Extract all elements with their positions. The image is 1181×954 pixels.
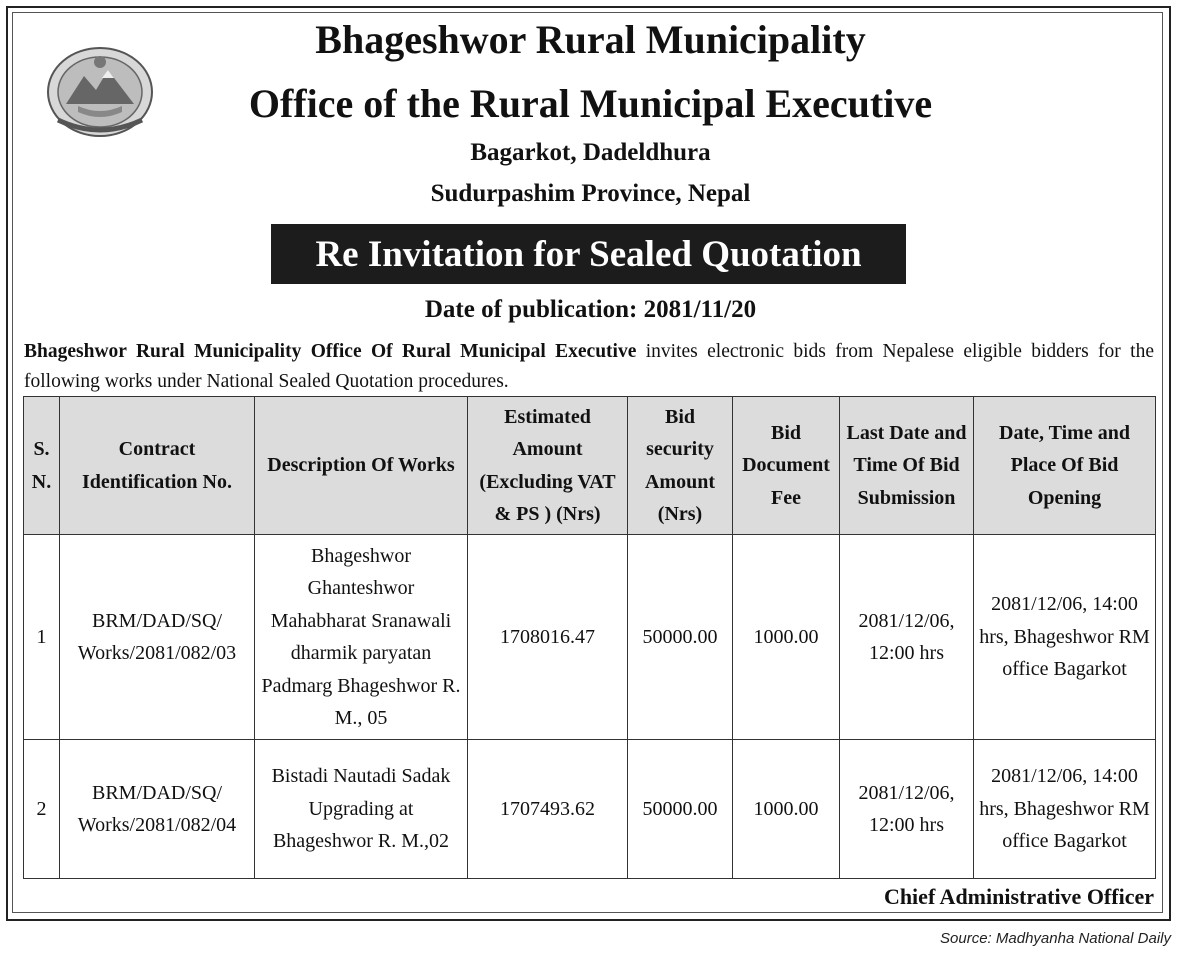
cell-bid-security: 50000.00: [628, 740, 733, 879]
cell-last-submission: 2081/12/06, 12:00 hrs: [840, 740, 974, 879]
header-description: Description Of Works: [255, 397, 468, 535]
cell-opening: 2081/12/06, 14:00 hrs, Bhageshwor RM office Bagarkot: [974, 740, 1156, 879]
header-document-fee: Bid Document Fee: [733, 397, 840, 535]
cell-opening: 2081/12/06, 14:00 hrs, Bhageshwor RM office Bagarkot: [974, 535, 1156, 740]
table-header-row: [24, 397, 1156, 535]
cell-document-fee: 1000.00: [733, 535, 840, 740]
header-bid-security: Bid security Amount (Nrs): [628, 397, 733, 535]
signature-title: Chief Administrative Officer: [883, 884, 1154, 909]
bid-table: [23, 396, 1156, 879]
municipality-title: Bhageshwor Rural Municipality: [315, 17, 866, 62]
intro-paragraph: [24, 337, 1154, 397]
address-line-1: Bagarkot, Dadeldhura: [470, 139, 711, 166]
table-row: [24, 535, 1156, 740]
cell-sn: 1: [24, 535, 60, 740]
header-opening: Date, Time and Place Of Bid Opening: [974, 397, 1156, 535]
cell-contract-id: BRM/DAD/SQ/ Works/2081/082/04: [60, 740, 255, 879]
address-line-2: Sudurpashim Province, Nepal: [430, 180, 751, 207]
cell-contract-id: BRM/DAD/SQ/ Works/2081/082/03: [60, 535, 255, 740]
cell-document-fee: 1000.00: [733, 740, 840, 879]
cell-bid-security: 50000.00: [628, 535, 733, 740]
intro-rest-text: invites electronic bids from Nepalese eligible bidders for the following works under National Sealed Quotation procedures.: [24, 341, 1154, 392]
cell-description: Bhageshwor Ghanteshwor Mahabharat Sranawali dharmik paryatan Padmarg Bhageshwor R. M., 05: [255, 535, 468, 740]
header-last-submission: Last Date and Time Of Bid Submission: [840, 397, 974, 535]
intro-bold-text: Bhageshwor Rural Municipality Office Of Rural Municipal Executive: [24, 341, 637, 362]
cell-estimated-amount: 1707493.62: [468, 740, 628, 879]
header-contract-id: Contract Identification No.: [60, 397, 255, 535]
source-credit: Source: Madhyanha National Daily: [940, 930, 1171, 947]
header-sn: S. N.: [24, 397, 60, 535]
notice-banner: Re Invitation for Sealed Quotation: [271, 224, 906, 284]
table-row: [24, 740, 1156, 879]
cell-estimated-amount: 1708016.47: [468, 535, 628, 740]
cell-description: Bistadi Nautadi Sadak Upgrading at Bhageshwor R. M.,02: [255, 740, 468, 879]
header-estimated-amount: Estimated Amount (Excluding VAT & PS ) (Nrs): [468, 397, 628, 535]
cell-last-submission: 2081/12/06, 12:00 hrs: [840, 535, 974, 740]
office-title: Office of the Rural Municipal Executive: [248, 81, 933, 126]
publication-date: Date of publication: 2081/11/20: [424, 296, 757, 323]
cell-sn: 2: [24, 740, 60, 879]
